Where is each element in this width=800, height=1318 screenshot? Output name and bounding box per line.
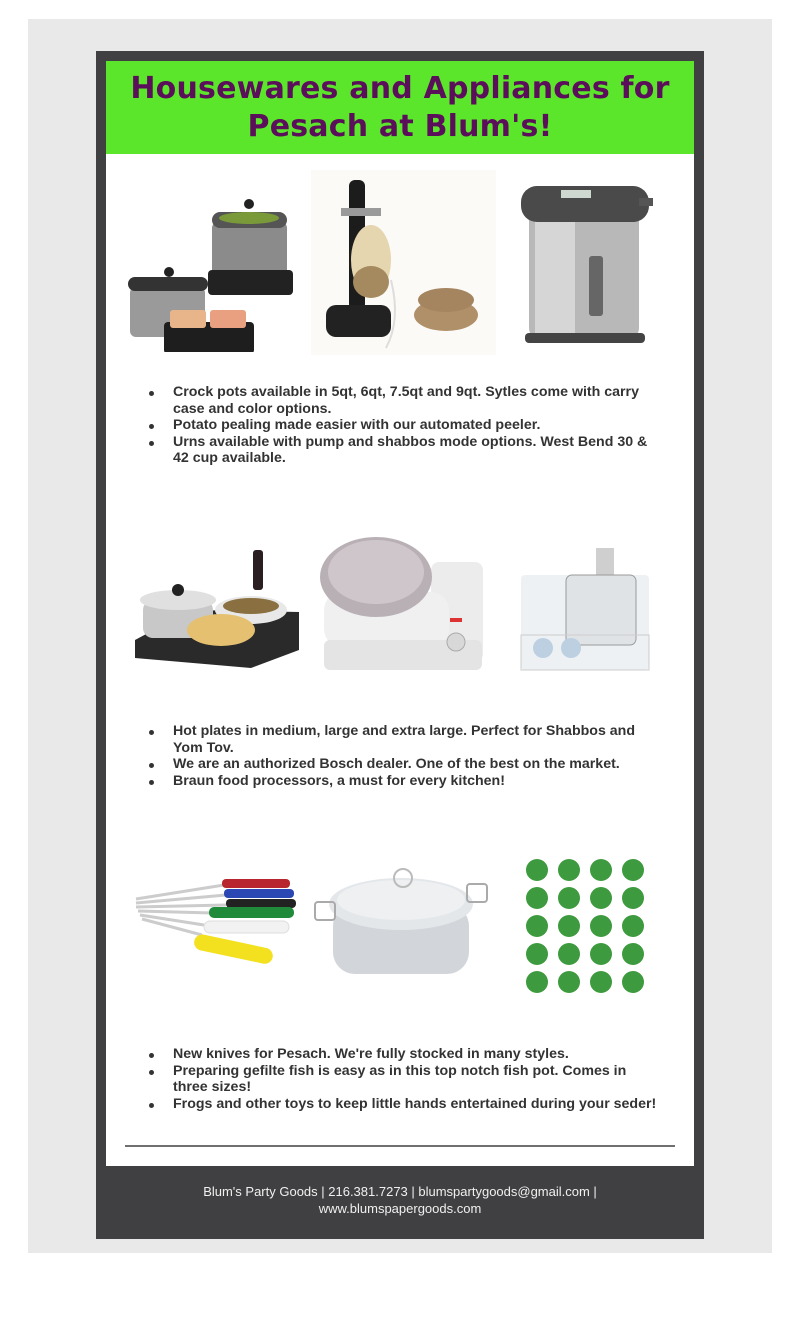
bullet-icon bbox=[149, 1103, 154, 1108]
list-item-text: Urns available with pump and shabbos mode options. West Bend 30 & 42 cup available. bbox=[173, 433, 648, 467]
divider bbox=[125, 1145, 675, 1147]
list-item bbox=[106, 1063, 694, 1096]
list-item-text: Braun food processors, a must for every kitchen! bbox=[173, 772, 505, 789]
content-area bbox=[106, 154, 694, 1166]
title-line-1: Housewares and Appliances for bbox=[130, 70, 670, 106]
list-item bbox=[106, 1096, 694, 1113]
frog-toys-image bbox=[521, 854, 651, 994]
image-row-1 bbox=[106, 168, 694, 368]
crock-pots-image bbox=[124, 182, 304, 352]
bullet-list-3 bbox=[106, 1046, 694, 1112]
potato-peeler-image bbox=[311, 170, 496, 355]
list-item bbox=[106, 1046, 694, 1063]
bullet-icon bbox=[149, 763, 154, 768]
bullet-icon bbox=[149, 424, 154, 429]
bullet-icon bbox=[149, 730, 154, 735]
footer bbox=[96, 1166, 704, 1217]
bullet-icon bbox=[149, 441, 154, 446]
bullet-icon bbox=[149, 1070, 154, 1075]
header-banner bbox=[106, 61, 694, 154]
list-item-text: Frogs and other toys to keep little hands entertained during your seder! bbox=[173, 1095, 657, 1112]
bullet-icon bbox=[149, 1053, 154, 1058]
list-item bbox=[106, 773, 694, 790]
list-item-text: Hot plates in medium, large and extra large. Perfect for Shabbos and Yom Tov. bbox=[173, 723, 635, 756]
list-item bbox=[106, 417, 694, 434]
list-item-text: Crock pots available in 5qt, 6qt, 7.5qt and 9qt. Sytles come with carry case and color options. bbox=[173, 384, 639, 417]
list-item bbox=[106, 384, 694, 417]
list-item-text: Preparing gefilte fish is easy as in this top notch fish pot. Comes in three sizes! bbox=[173, 1062, 627, 1096]
list-item bbox=[106, 434, 694, 467]
image-row-2 bbox=[106, 532, 694, 732]
footer-website-link[interactable]: www.blumspapergoods.com bbox=[318, 1201, 482, 1216]
list-item-text: Potato pealing made easier with our automated peeler. bbox=[173, 417, 541, 434]
bosch-mixer-image bbox=[316, 532, 486, 677]
hot-water-urn-image bbox=[511, 178, 656, 348]
bullet-icon bbox=[149, 780, 154, 785]
list-item-text: New knives for Pesach. We're fully stocked in many styles. bbox=[173, 1046, 569, 1062]
title-line-2: Pesach at Blum's! bbox=[247, 108, 553, 144]
knives-image bbox=[134, 879, 304, 969]
bullet-icon bbox=[149, 391, 154, 396]
bullet-list-1 bbox=[106, 384, 694, 467]
list-item bbox=[106, 756, 694, 773]
braun-food-processor-image bbox=[511, 540, 661, 675]
image-row-3 bbox=[106, 844, 694, 1044]
footer-contact: Blum's Party Goods | 216.381.7273 | blumspartygoods@gmail.com | bbox=[203, 1184, 597, 1199]
page-title bbox=[130, 70, 669, 146]
bullet-list-2 bbox=[106, 723, 694, 789]
list-item bbox=[106, 723, 694, 756]
fish-pot-image bbox=[311, 864, 491, 989]
list-item-text: We are an authorized Bosch dealer. One of the best on the market. bbox=[173, 756, 620, 773]
hot-plate-image bbox=[131, 540, 301, 670]
